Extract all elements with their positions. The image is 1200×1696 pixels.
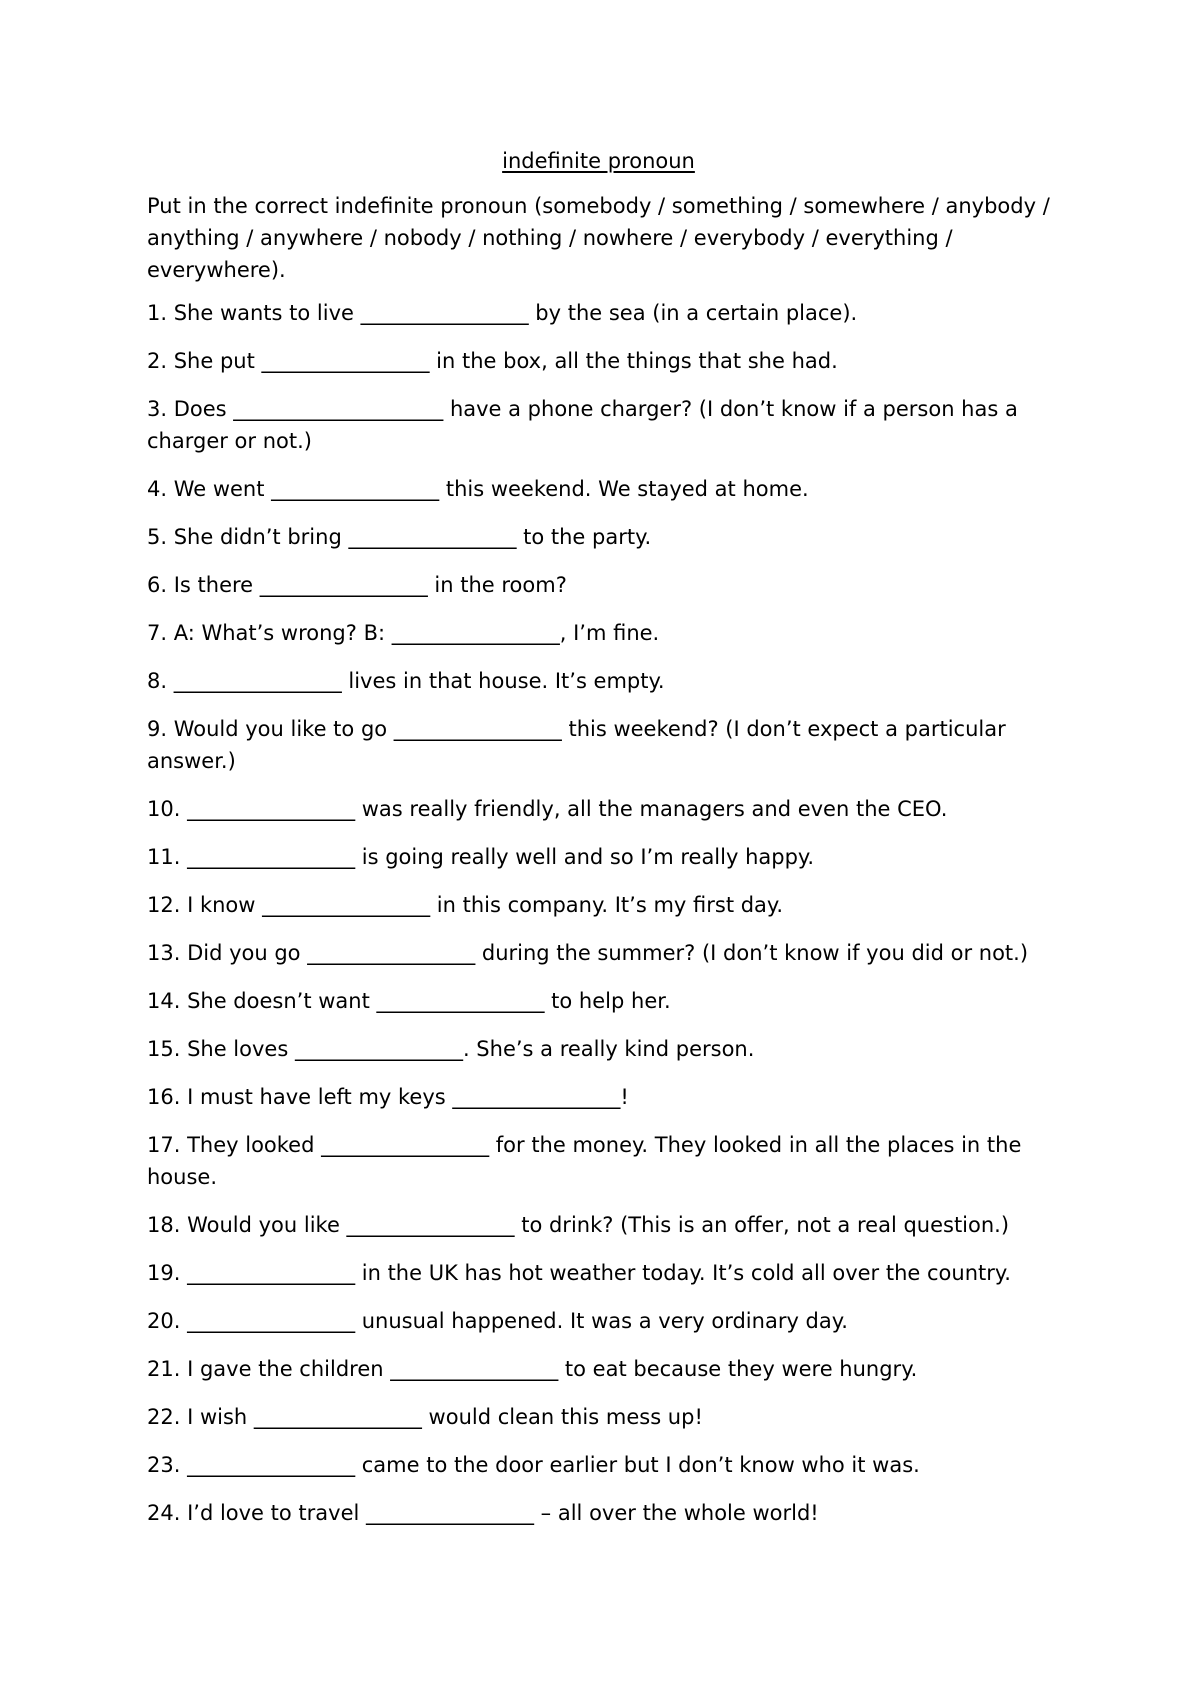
exercise-item: 1. She wants to live ________________ by the sea (in a certain place). <box>147 301 858 325</box>
exercise-item: 4. We went ________________ this weekend. We stayed at home. <box>147 477 809 501</box>
exercise-item: 13. Did you go ________________ during the summer? (I don’t know if you did or not.) <box>147 941 1029 965</box>
exercise-item: 15. She loves ________________. She’s a really kind person. <box>147 1037 755 1061</box>
exercise-item: 17. They looked ________________ for the money. They looked in all the places in the house. <box>147 1133 1022 1189</box>
exercise-item: 24. I’d love to travel ________________ – all over the whole world! <box>147 1501 819 1525</box>
exercise-item: 5. She didn’t bring ________________ to the party. <box>147 525 652 549</box>
exercise-item: 7. A: What’s wrong? B: ________________, I’m fine. <box>147 621 660 645</box>
exercise-item: 16. I must have left my keys ________________! <box>147 1085 629 1109</box>
exercise-item: 23. ________________ came to the door earlier but I don’t know who it was. <box>147 1453 920 1477</box>
exercise-item: 18. Would you like ________________ to drink? (This is an offer, not a real question.) <box>147 1213 1010 1237</box>
page-title: indefinite pronoun <box>502 149 695 173</box>
exercise-item: 8. ________________ lives in that house. It’s empty. <box>147 669 665 693</box>
exercise-item: 19. ________________ in the UK has hot weather today. It’s cold all over the country. <box>147 1261 1011 1285</box>
exercise-item: 9. Would you like to go ________________ this weekend? (I don’t expect a particular answer.) <box>147 717 1006 773</box>
exercise-item: 21. I gave the children ________________ to eat because they were hungry. <box>147 1357 918 1381</box>
exercise-item: 6. Is there ________________ in the room? <box>147 573 567 597</box>
exercise-item: 2. She put ________________ in the box, all the things that she had. <box>147 349 838 373</box>
exercise-item: 12. I know ________________ in this company. It’s my first day. <box>147 893 784 917</box>
instructions: Put in the correct indefinite pronoun (somebody / something / somewhere / anybody / anything / anywhere / nobody / nothing / nowhere / everybody / everything / everywhere). <box>147 194 1050 282</box>
exercise-list <box>147 297 1050 1529</box>
exercise-item: 10. ________________ was really friendly, all the managers and even the CEO. <box>147 797 948 821</box>
exercise-item: 14. She doesn’t want ________________ to help her. <box>147 989 671 1013</box>
exercise-item: 22. I wish ________________ would clean this mess up! <box>147 1405 703 1429</box>
exercise-item: 3. Does ____________________ have a phone charger? (I don’t know if a person has a charger or not.) <box>147 397 1018 453</box>
exercise-item: 11. ________________ is going really well and so I’m really happy. <box>147 845 815 869</box>
exercise-item: 20. ________________ unusual happened. It was a very ordinary day. <box>147 1309 848 1333</box>
